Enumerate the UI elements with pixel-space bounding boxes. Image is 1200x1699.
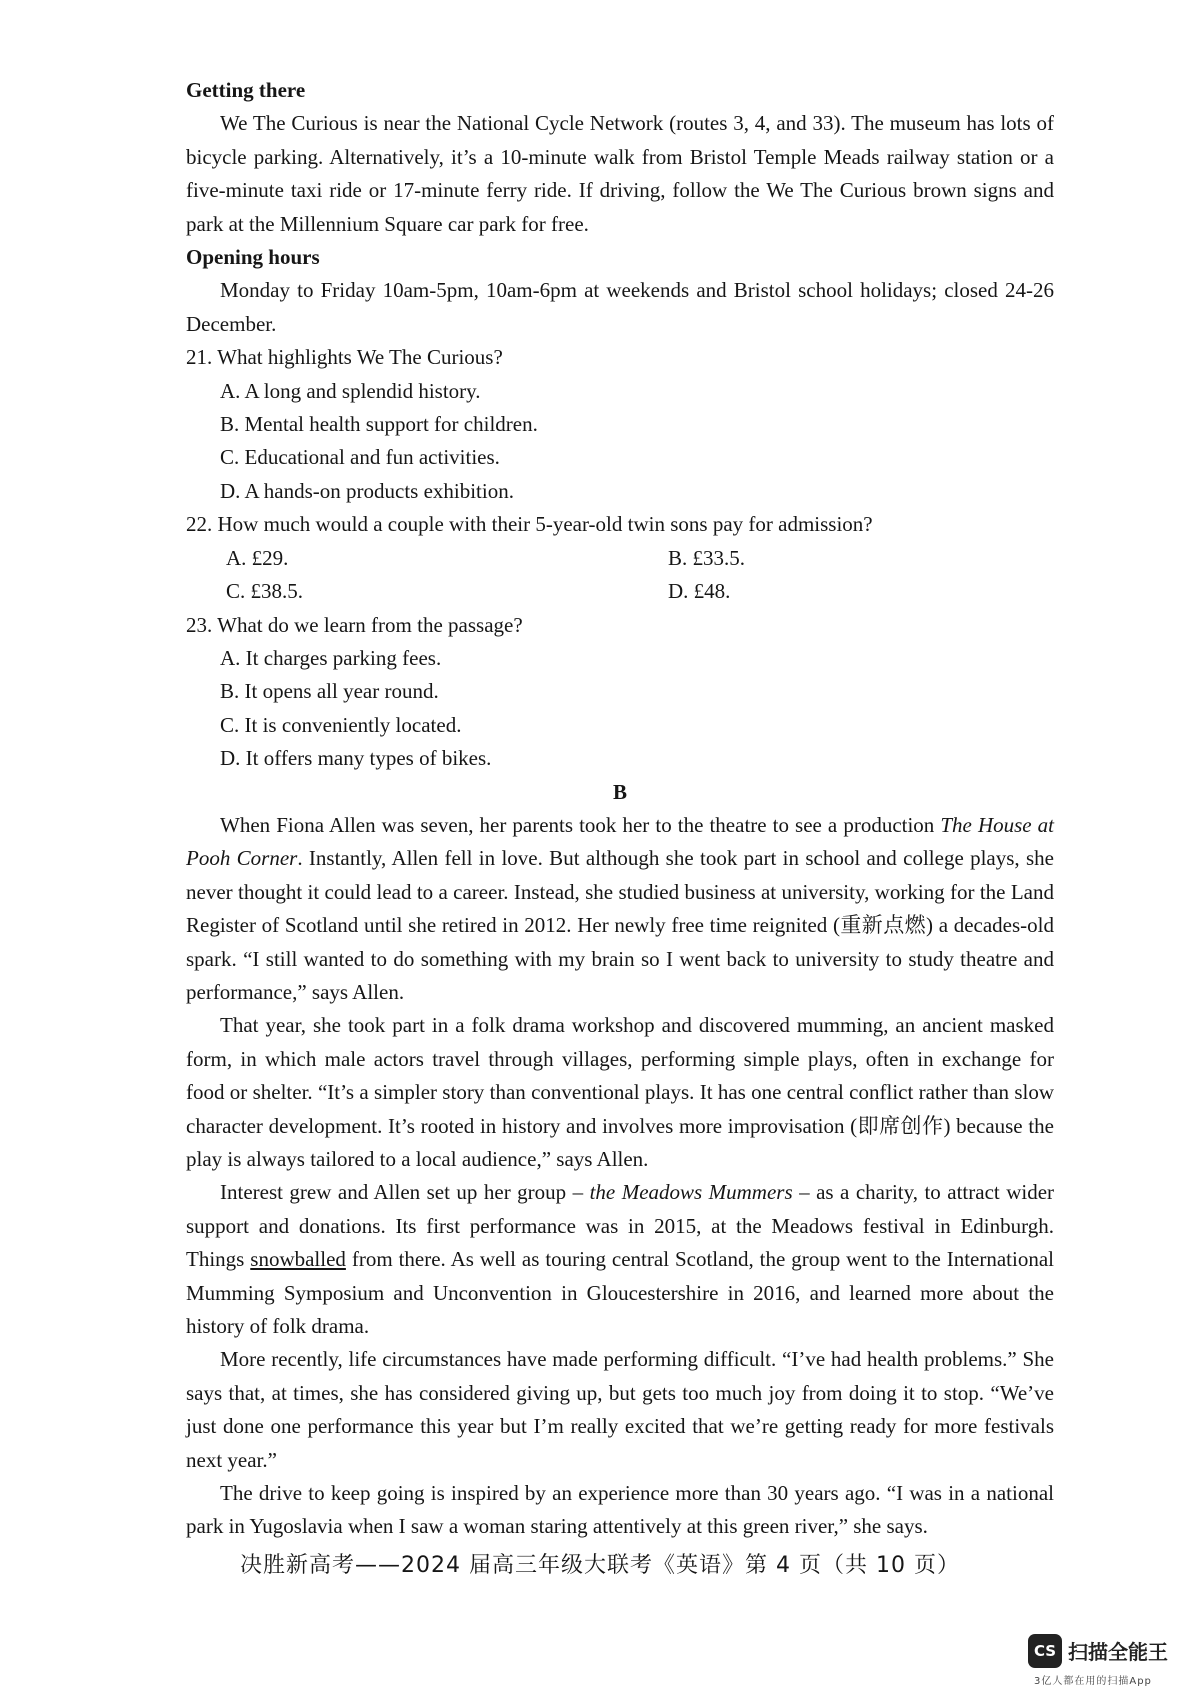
section-b-heading: B — [612, 779, 627, 804]
option-b: B. Mental health support for children. — [220, 412, 538, 437]
opening-hours-text: Monday to Friday 10am-5pm, 10am-6pm at weekends and Bristol school holidays; closed 24-26 December. — [186, 278, 1054, 336]
option-d: D. £48. — [668, 579, 731, 604]
question-23 — [186, 609, 1054, 776]
watermark-brand: 扫描全能王 — [1068, 1640, 1168, 1664]
paragraph-text: When Fiona Allen was seven, her parents took her to the theatre to see a production — [220, 812, 941, 837]
option-b: B. It opens all year round. — [220, 679, 439, 704]
group-name: the Meadows Mummers — [589, 1180, 793, 1205]
paragraph-text: – as a charity, to attract wider support and donations. Its first performance was in 2015, at the Meadows festival in Edinburgh. Things — [186, 1180, 1055, 1272]
option-c: C. It is conveniently located. — [220, 712, 462, 737]
question-stem: 21. What highlights We The Curious? — [186, 345, 503, 370]
question-21 — [186, 341, 1054, 508]
option-a: A. It charges parking fees. — [220, 645, 442, 670]
paragraph-text: Interest grew and Allen set up her group – — [220, 1180, 590, 1205]
getting-there-heading: Getting there — [186, 78, 306, 102]
page-footer: 决胜新高考——2024 届高三年级大联考《英语》第 4 页（共 10 页） — [240, 1553, 960, 1578]
passage-paragraph-2: That year, she took part in a folk drama workshop and discovered mumming, an ancient masked form, in which male actors travel through villages, performing simple plays, often in exchange for food or shelter. “It’s a simpler story than conventional plays. It has one central conflict rather than slow character development. It’s rooted in history and involves more improvisation (即席创作) because the play is always tailored to a local audience,” says Allen. — [186, 1013, 1054, 1171]
option-c: C. £38.5. — [226, 579, 304, 604]
paragraph-text: from there. As well as touring central Scotland, the group went to the International Mumming Symposium and Unconvention in Gloucestershire in 2016, and learned more about the history of folk drama. — [186, 1247, 1054, 1339]
getting-there-text: We The Curious is near the National Cycle Network (routes 3, 4, and 33). The museum has lots of bicycle parking. Alternatively, it’s a 10-minute walk from Bristol Temple Meads railway station or a five-minute taxi ride or 17-minute ferry ride. If driving, follow the We The Curious brown signs and park at the Millennium Square car park for free. — [186, 111, 1054, 236]
question-stem: 23. What do we learn from the passage? — [186, 612, 523, 637]
camscanner-logo-icon: CS — [1028, 1634, 1062, 1668]
passage-paragraph-5: The drive to keep going is inspired by an experience more than 30 years ago. “I was in a national park in Yugoslavia when I saw a woman staring attentively at this green river,” she says. — [186, 1481, 1054, 1539]
page-content — [186, 74, 1054, 1544]
underlined-word: snowballed — [250, 1247, 346, 1272]
scanner-watermark — [1028, 1634, 1178, 1686]
options-grid — [186, 542, 1054, 609]
opening-hours-heading: Opening hours — [186, 245, 320, 270]
play-title: The House at Pooh Corner — [186, 812, 1054, 871]
option-a: A. A long and splendid history. — [220, 378, 481, 403]
passage-paragraph-1 — [186, 809, 1054, 1009]
question-stem: 22. How much would a couple with their 5-year-old twin sons pay for admission? — [186, 512, 873, 537]
watermark-tagline: 3亿人都在用的扫描App — [1034, 1676, 1152, 1687]
option-c: C. Educational and fun activities. — [220, 445, 500, 470]
paragraph-text: . Instantly, Allen fell in love. But although she took part in school and college plays, she never thought it could lead to a career. Instead, she studied business at university, working for the Land Register of Scotland until she retired in 2012. Her newly free time reignited (重新点燃) a decades-old spark. “I still wanted to do something with my brain so I went back to university to study theatre and performance,” says Allen. — [186, 846, 1055, 1004]
option-a: A. £29. — [226, 545, 289, 570]
passage-paragraph-4: More recently, life circumstances have made performing difficult. “I’ve had health problems.” She says that, at times, she has considered giving up, but gets too much joy from doing it to stop. “We’ve just done one performance this year but I’m really excited that we’re getting ready for more festivals next year.” — [186, 1347, 1054, 1472]
option-d: D. It offers many types of bikes. — [220, 746, 492, 771]
option-d: D. A hands-on products exhibition. — [220, 478, 514, 503]
passage-paragraph-3 — [186, 1176, 1054, 1343]
question-22 — [186, 508, 1054, 608]
option-b: B. £33.5. — [668, 545, 746, 570]
